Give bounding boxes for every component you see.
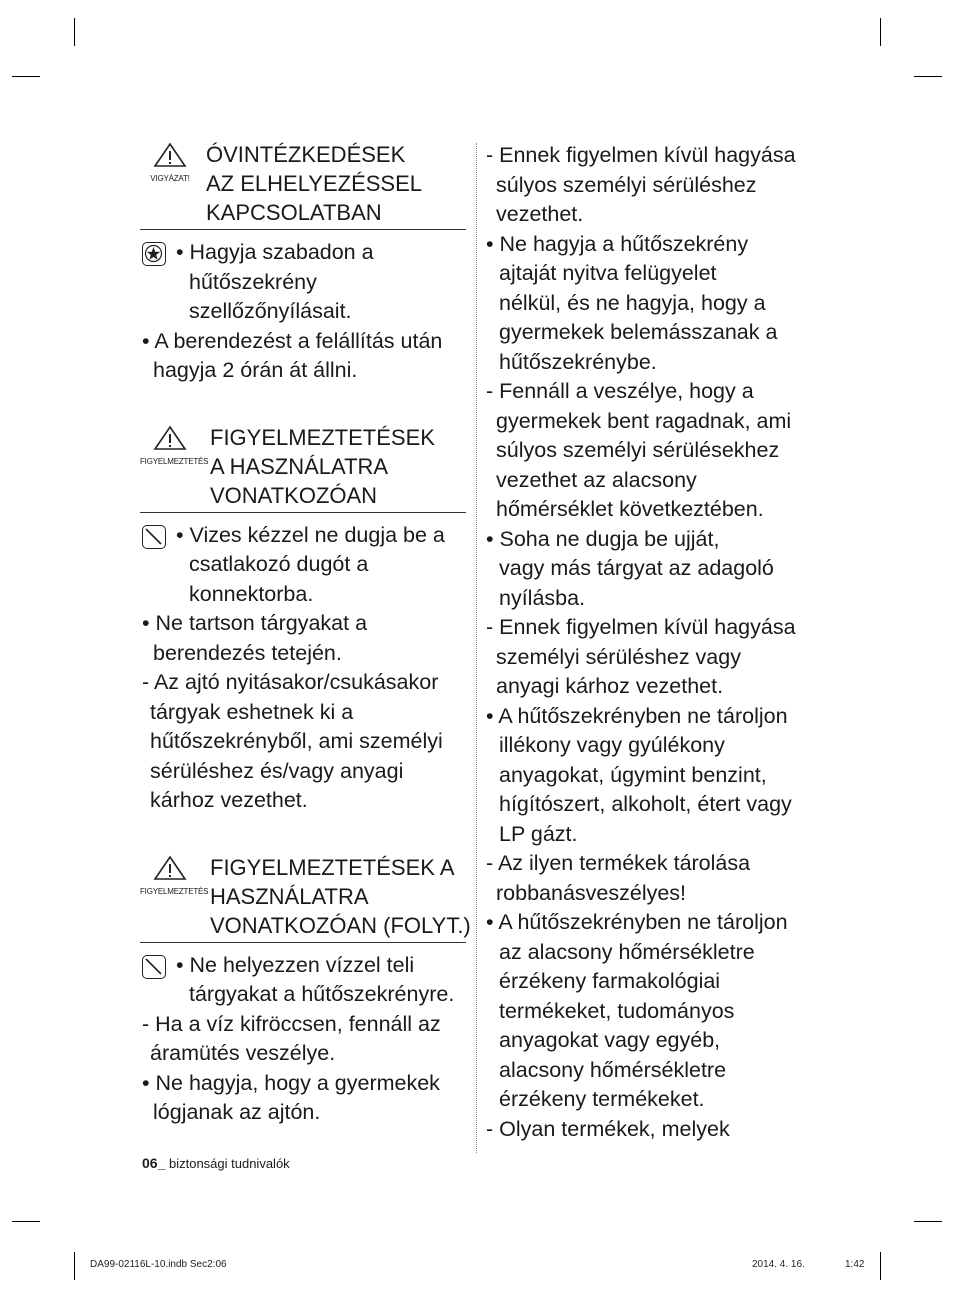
caution-icon-label: VIGYÁZAT! bbox=[150, 174, 190, 183]
caution-icon bbox=[140, 142, 200, 184]
list-item: • Ne hagyja a hűtőszekrény ajtaját nyitva felügyelet nélkül, és ne hagyja, hogy a gyermekek belemásszanak a hűtőszekrénybe. bbox=[486, 231, 778, 374]
list-item: - Az ajtó nyitásakor/csukásakor tárgyak eshetnek ki a hűtőszekrényből, ami személyi sérüléshez és/vagy anyagi kárhoz vezethet. bbox=[142, 670, 443, 812]
list-item: - Ha a víz kifröccsen, fennáll az áramütés veszélye. bbox=[142, 1011, 441, 1065]
list-item: • Hagyja szabadon a hűtőszekrény szellőzőnyílásait. bbox=[140, 238, 466, 327]
page-number: 06_ bbox=[142, 1155, 166, 1171]
list-item: - Fennáll a veszélye, hogy a gyermekek bent ragadnak, ami súlyos személyi sérülésekhez vezethet az alacsony hőmérséklet következtében. bbox=[486, 379, 792, 521]
list-item: - Az ilyen termékek tárolása robbanásveszélyes! bbox=[486, 851, 751, 905]
warning-icon bbox=[140, 425, 209, 467]
list-item: • Soha ne dugja be ujját, vagy más tárgyat az adagoló nyílásba. bbox=[486, 526, 774, 610]
list-item: • Ne tartson tárgyakat a berendezés tetején. bbox=[142, 611, 368, 665]
list-item: • A berendezést a felállítás után hagyja 2 órán át állni. bbox=[142, 328, 443, 382]
crop-mark bbox=[12, 76, 40, 77]
prohibited-icon bbox=[142, 955, 166, 979]
imprint-time: 1:42 bbox=[845, 1259, 865, 1270]
crop-mark bbox=[914, 1221, 942, 1222]
column-divider bbox=[476, 143, 477, 1153]
list-item: - Ennek figyelmen kívül hagyása súlyos személyi sérüléshez vezethet. bbox=[486, 143, 796, 226]
imprint-date: 2014. 4. 16. bbox=[752, 1259, 805, 1270]
list-item: • A hűtőszekrényben ne tároljon illékony vagy gyúlékony anyagokat, úgymint benzint, hígítószert, alkoholt, étert vagy LP gázt. bbox=[486, 703, 792, 846]
list-item: • Ne helyezzen vízzel teli tárgyakat a hűtőszekrényre. bbox=[140, 951, 466, 1010]
section-heading bbox=[140, 423, 466, 513]
crop-mark bbox=[74, 18, 75, 46]
section-body bbox=[140, 951, 466, 1128]
prohibited-icon bbox=[142, 525, 166, 549]
section-heading bbox=[140, 853, 471, 943]
right-column bbox=[486, 141, 816, 1144]
footer-section-name: biztonsági tudnivalók bbox=[168, 1156, 290, 1171]
warning-icon-label: FIGYELMEZTETÉS bbox=[140, 456, 209, 466]
crop-mark bbox=[914, 76, 942, 77]
list-item: • Ne hagyja, hogy a gyermekek lógjanak az ajtón. bbox=[142, 1070, 440, 1124]
star-icon bbox=[142, 242, 166, 266]
section-body bbox=[140, 238, 466, 386]
list-item: • Vizes kézzel ne dugja be a csatlakozó dugót a konnektorba. bbox=[140, 521, 466, 610]
page-footer bbox=[142, 1155, 290, 1171]
imprint-file: DA99-02116L-10.indb Sec2:06 bbox=[90, 1259, 227, 1270]
crop-mark bbox=[12, 1221, 40, 1222]
left-column bbox=[140, 140, 471, 1128]
crop-mark bbox=[74, 1252, 75, 1280]
section-title: ÓVINTÉZKEDÉSEK AZ ELHELYEZÉSSEL KAPCSOLATBAN bbox=[206, 142, 423, 225]
crop-mark bbox=[880, 1252, 881, 1280]
crop-mark bbox=[880, 18, 881, 46]
list-item: • A hűtőszekrényben ne tároljon az alacsony hőmérsékletre érzékeny farmakológiai termékeket, tudományos anyagokat vagy egyéb, alacsony hőmérsékletre érzékeny termékeket. bbox=[486, 910, 788, 1111]
list-item: - Ennek figyelmen kívül hagyása személyi sérüléshez vagy anyagi kárhoz vezethet. bbox=[486, 615, 796, 698]
section-title: FIGYELMEZTETÉSEK A HASZNÁLATRA VONATKOZÓAN bbox=[210, 424, 435, 508]
section-heading bbox=[140, 140, 466, 230]
warning-icon bbox=[140, 855, 209, 897]
warning-icon-label: FIGYELMEZTETÉS bbox=[140, 886, 209, 896]
list-item: - Olyan termékek, melyek bbox=[486, 1116, 730, 1141]
section-body bbox=[140, 521, 466, 816]
section-title: FIGYELMEZTETÉSEK A HASZNÁLATRA VONATKOZÓAN (FOLYT.) bbox=[210, 854, 471, 938]
